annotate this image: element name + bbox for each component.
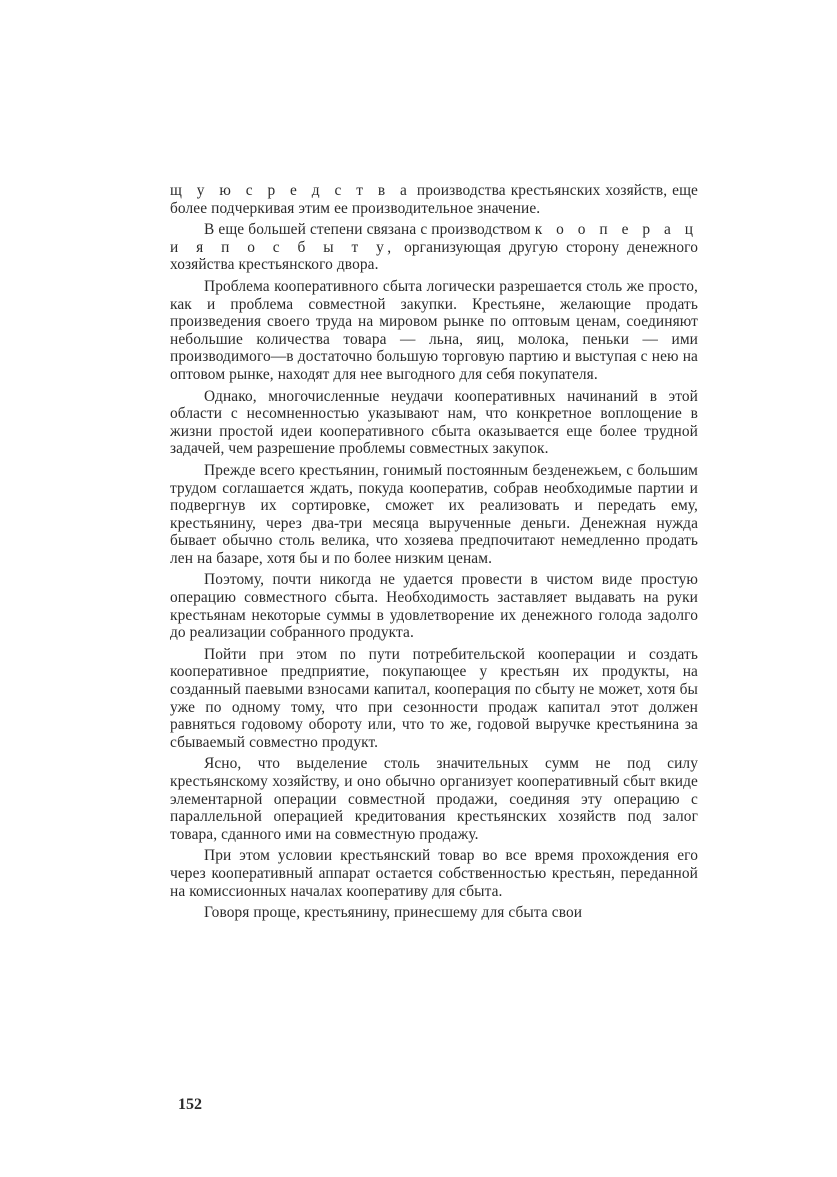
paragraph-7: Пойти при этом по пути потребительской кооперации и создать кооперативное предприятие, покупающее у крестьян их продукты, на созданный паевыми взносами капитал, кооперация по сбыту не может, хотя бы уже по одному тому, что при сезонности продаж капитал этот должен равняться годовому обороту или, что то же, годовой выручке крестьянина за сбываемый совместно продукт. — [170, 645, 698, 751]
paragraph-text: В еще большей степени связана с производством — [204, 221, 535, 239]
paragraph-8: Ясно, что выделение столь значительных сумм не под силу крестьянскому хозяйству, и оно обычно организует кооперативный сбыт вкиде элементарной операции совместной продажи, соединяя эту операцию с параллельной операцией кредитования крестьянских хозяйств под залог товара, сданного ими на совместную продажу. — [170, 755, 698, 843]
body-text — [170, 182, 698, 926]
paragraph-10: Говоря проще, крестьянину, принесшему для сбыта свои — [204, 904, 583, 922]
paragraph-5: Прежде всего крестьянин, гонимый постоянным безденежьем, с большим трудом соглашается ждать, покуда кооператив, собрав необходимые партии и подвергнув их сортировке, сможет их реализовать и передать ему, крестьянину, через два-три месяца вырученные деньги. Денежная нужда бывает обычно столь велика, что хозяева предпочитают немедленно продать лен на базаре, хотя бы и по более низким ценам. — [170, 461, 698, 567]
paragraph-9: При этом условии крестьянский товар во все время прохождения его через кооперативный аппарат остается собственностью крестьян, переданной на комиссионных началах кооперативу для сбыта. — [170, 847, 698, 900]
paragraph-3: Проблема кооперативного сбыта логически разрешается столь же просто, как и проблема совместной закупки. Крестьяне, желающие продать произведения своего труда на мировом рынке по оптовым ценам, соединяют небольшие количества товара — льна, яиц, молока, пеньки — ими производимого—в достаточно большую торговую партию и выступая с нею на оптовом рынке, находят для нее выгодного для себя покупателя. — [170, 277, 698, 383]
spaced-emphasis: щ у ю с р е д с т в а — [170, 182, 412, 199]
spaced-emphasis: к о о п е р а ц и я п о с б ы т у, — [170, 221, 698, 256]
paragraph-6: Поэтому, почти никогда не удается провести в чистом виде простую операцию совместного сбыта. Необходимость заставляет выдавать на руки крестьянам некоторые суммы в удовлетворение их денежного голода задолго до реализации собранного продукта. — [170, 571, 698, 642]
paragraph-text: организующая другую сторону денежного хозяйства крестьянского двора. — [170, 238, 698, 274]
paragraph-1 — [170, 182, 698, 217]
paragraph-4: Однако, многочисленные неудачи кооперативных начинаний в этой области с несомненностью указывают нам, что конкретное воплощение в жизни простой идеи кооперативного сбыта оказывается еще более трудной задачей, чем разрешение проблемы совместных закупок. — [170, 387, 698, 458]
paragraph-text: производства крестьянских хозяйств, еще более подчеркивая этим ее производительное значение. — [170, 182, 698, 217]
page-number: 152 — [178, 1096, 202, 1113]
paragraph-2 — [170, 221, 698, 274]
